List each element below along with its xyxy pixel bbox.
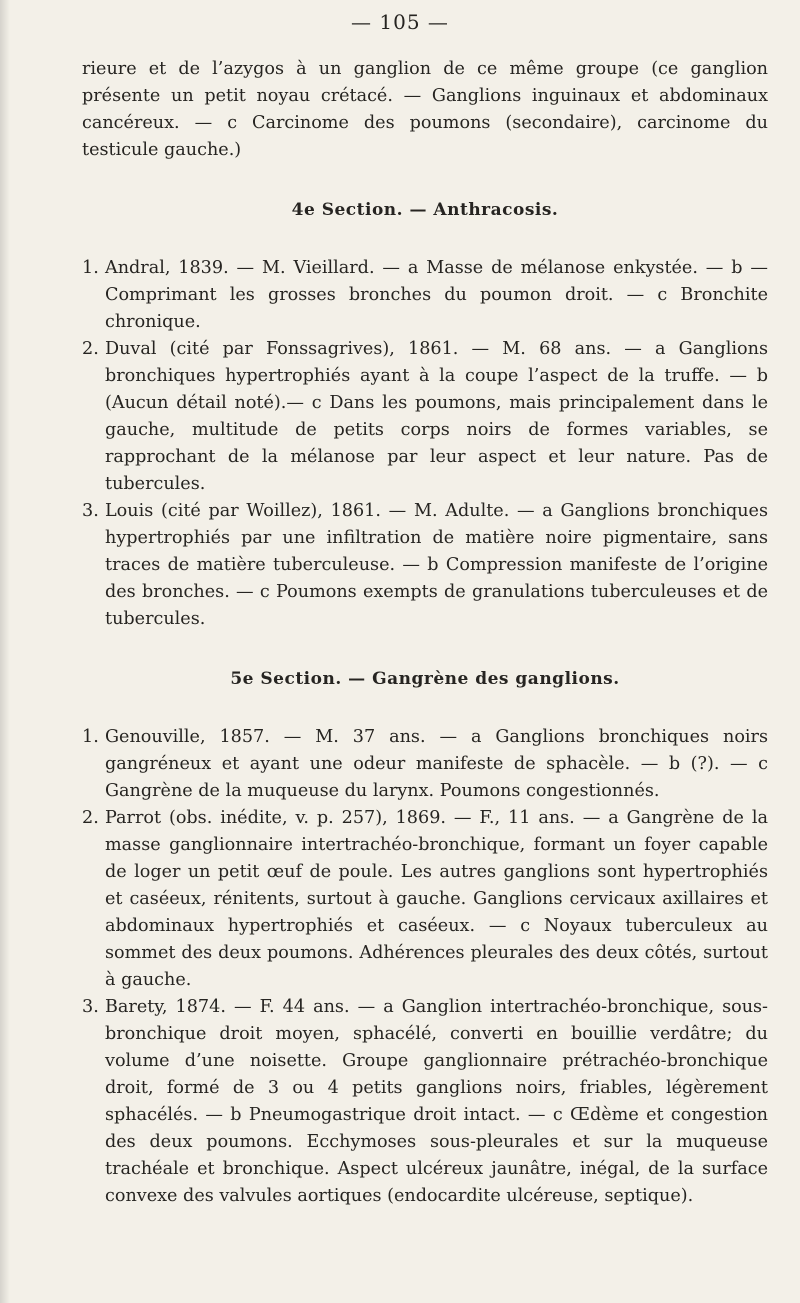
page-edge-shadow xyxy=(0,0,10,1303)
page-number: — 105 — xyxy=(351,10,449,34)
list-item xyxy=(82,994,768,1210)
section-heading-anthracosis: 4e Section. — Anthracosis. xyxy=(291,200,559,220)
entry-number: 3. xyxy=(82,501,99,521)
entry-number: 1. xyxy=(82,258,99,278)
entry-number: 2. xyxy=(82,808,99,828)
list-item xyxy=(82,336,768,498)
entry-number: 1. xyxy=(82,727,99,747)
entry-text: Louis (cité par Woillez), 1861. — M. Adulte. — a Ganglions bronchiques hypertrophiés par une infiltration de matière noire pigmentaire, sans traces de matière tuberculeuse. — b Compression manifeste de l’origine des bronches. — c Poumons exempts de granulations tuberculeuses et de tubercules. xyxy=(105,501,768,629)
page-content xyxy=(82,56,768,1210)
entry-number: 2. xyxy=(82,339,99,359)
intro-paragraph: rieure et de l’azygos à un ganglion de ce même groupe (ce ganglion présente un petit noyau crétacé. — Ganglions inguinaux et abdominaux cancéreux. — c Carcinome des poumons (secondaire), carcinome du testicule gauche.) xyxy=(82,59,768,160)
list-item xyxy=(82,724,768,805)
entry-text: Andral, 1839. — M. Vieillard. — a Masse de mélanose enkystée. — b — Comprimant les grosses bronches du poumon droit. — c Bronchite chronique. xyxy=(105,258,768,332)
list-item xyxy=(82,498,768,633)
list-item xyxy=(82,255,768,336)
entry-text: Duval (cité par Fonssagrives), 1861. — M. 68 ans. — a Ganglions bronchiques hypertrophiés ayant à la coupe l’aspect de la truffe. — b (Aucun détail noté).— c Dans les poumons, mais principalement dans le gauche, multitude de petits corps noirs de formes variables, se rapprochant de la mélanose par leur aspect et leur nature. Pas de tubercules. xyxy=(105,339,768,494)
section-heading-gangrene: 5e Section. — Gangrène des ganglions. xyxy=(230,669,620,689)
list-item xyxy=(82,805,768,994)
entry-text: Genouville, 1857. — M. 37 ans. — a Ganglions bronchiques noirs gangréneux et ayant une odeur manifeste de sphacèle. — b (?). — c Gangrène de la muqueuse du larynx. Poumons congestionnés. xyxy=(105,727,768,801)
entry-text: Barety, 1874. — F. 44 ans. — a Ganglion intertrachéo-bronchique, sous-bronchique droit moyen, sphacélé, converti en bouillie verdâtre; du volume d’une noisette. Groupe ganglionnaire prétrachéo-bronchique droit, formé de 3 ou 4 petits ganglions noirs, friables, légèrement sphacélés. — b Pneumogastrique droit intact. — c Œdème et congestion des deux poumons. Ecchymoses sous-pleurales et sur la muqueuse trachéale et bronchique. Aspect ulcéreux jaunâtre, inégal, de la surface convexe des valvules aortiques (endocardite ulcéreuse, septique). xyxy=(105,997,768,1206)
entry-text: Parrot (obs. inédite, v. p. 257), 1869. — F., 11 ans. — a Gangrène de la masse ganglionnaire intertrachéo-bronchique, formant un foyer capable de loger un petit œuf de poule. Les autres ganglions sont hypertrophiés et caséeux, rénitents, surtout à gauche. Ganglions cervicaux axillaires et abdominaux hypertrophiés et caséeux. — c Noyaux tuberculeux au sommet des deux poumons. Adhérences pleurales des deux côtés, surtout à gauche. xyxy=(105,808,768,990)
entry-number: 3. xyxy=(82,997,99,1017)
